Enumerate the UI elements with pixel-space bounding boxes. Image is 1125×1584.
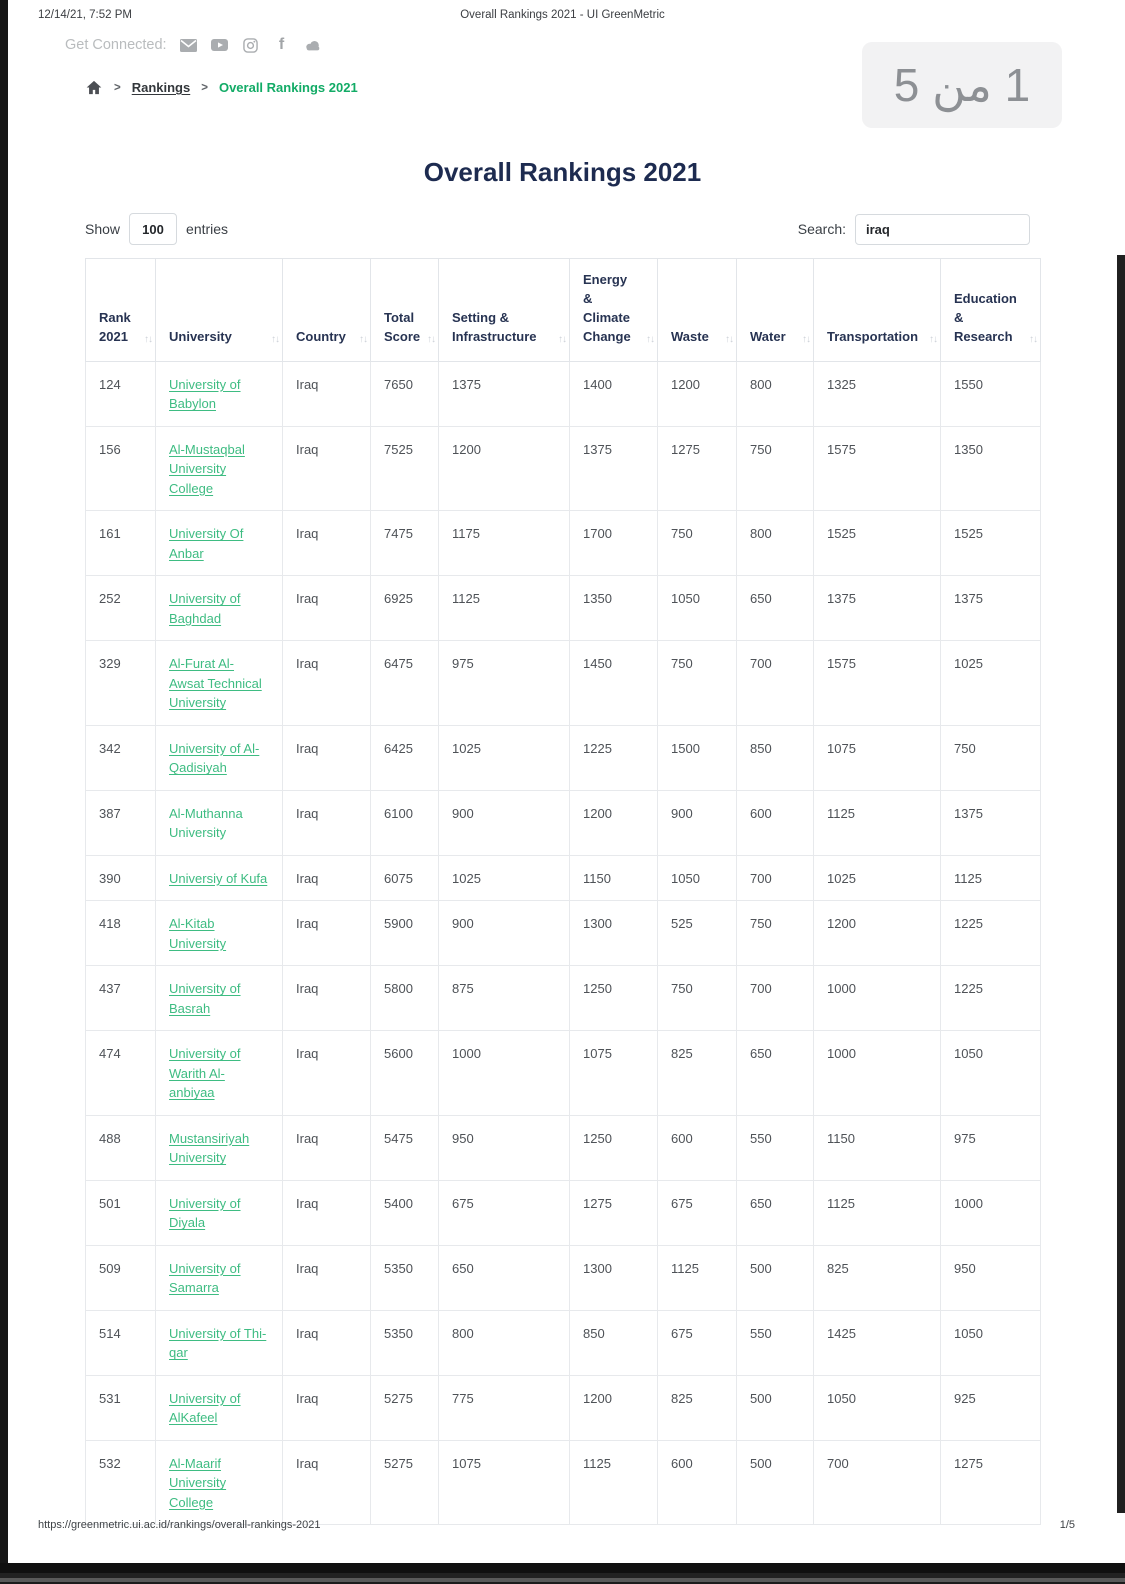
transportation-cell: 1575 xyxy=(814,641,941,726)
transportation-cell: 1150 xyxy=(814,1115,941,1180)
education-cell: 1050 xyxy=(941,1310,1041,1375)
column-header-label: University xyxy=(169,328,232,344)
setting-cell: 800 xyxy=(439,1310,570,1375)
waste-cell: 750 xyxy=(658,511,737,576)
sort-arrows-icon[interactable]: ↑↓ xyxy=(725,334,733,346)
search-control xyxy=(798,214,1030,245)
column-header-rank-2021[interactable] xyxy=(86,259,156,362)
table-row xyxy=(86,426,1041,511)
energy-cell: 1350 xyxy=(570,576,658,641)
university-cell xyxy=(156,426,283,511)
education-cell: 1225 xyxy=(941,901,1041,966)
transportation-cell: 1125 xyxy=(814,1180,941,1245)
sort-arrows-icon[interactable]: ↑↓ xyxy=(271,334,279,346)
transportation-cell: 1200 xyxy=(814,901,941,966)
education-cell: 1225 xyxy=(941,966,1041,1031)
transportation-cell: 1325 xyxy=(814,361,941,426)
sort-arrows-icon[interactable]: ↑↓ xyxy=(558,334,566,346)
show-label: Show xyxy=(85,221,121,237)
waste-cell: 900 xyxy=(658,790,737,855)
chevron-right-icon: > xyxy=(201,81,208,94)
education-cell: 1375 xyxy=(941,790,1041,855)
table-row xyxy=(86,1245,1041,1310)
water-cell: 850 xyxy=(737,725,814,790)
country-cell: Iraq xyxy=(283,1440,371,1525)
rank-cell: 501 xyxy=(86,1180,156,1245)
university-link[interactable]: University of Diyala xyxy=(169,1195,241,1231)
search-input[interactable] xyxy=(855,214,1030,245)
education-cell: 1025 xyxy=(941,641,1041,726)
rank-cell: 342 xyxy=(86,725,156,790)
rank-cell: 390 xyxy=(86,855,156,901)
setting-cell: 775 xyxy=(439,1375,570,1440)
entries-count-select[interactable]: 100 xyxy=(129,213,177,245)
waste-cell: 825 xyxy=(658,1031,737,1116)
university-link[interactable]: University of Thi-qar xyxy=(169,1325,267,1361)
country-cell: Iraq xyxy=(283,361,371,426)
setting-cell: 650 xyxy=(439,1245,570,1310)
energy-cell: 850 xyxy=(570,1310,658,1375)
transportation-cell: 1050 xyxy=(814,1375,941,1440)
cloud-icon[interactable] xyxy=(304,38,322,53)
total-cell: 5900 xyxy=(371,901,439,966)
education-cell: 1550 xyxy=(941,361,1041,426)
source-url: https://greenmetric.ui.ac.id/rankings/overall-rankings-2021 xyxy=(38,1519,321,1531)
university-link[interactable]: Al-Muthanna University xyxy=(169,805,243,841)
water-cell: 800 xyxy=(737,361,814,426)
show-entries-control xyxy=(85,213,228,245)
get-connected-label: Get Connected: xyxy=(65,37,167,53)
table-row xyxy=(86,790,1041,855)
education-cell: 925 xyxy=(941,1375,1041,1440)
country-cell: Iraq xyxy=(283,641,371,726)
column-header-university[interactable] xyxy=(156,259,283,362)
rank-cell: 387 xyxy=(86,790,156,855)
rank-cell: 124 xyxy=(86,361,156,426)
table-controls xyxy=(85,212,1030,246)
table-header-row xyxy=(86,259,1041,362)
table-row xyxy=(86,576,1041,641)
waste-cell: 1200 xyxy=(658,361,737,426)
setting-cell: 1025 xyxy=(439,725,570,790)
rank-cell: 161 xyxy=(86,511,156,576)
university-link[interactable]: University of AlKafeel xyxy=(169,1390,241,1426)
country-cell: Iraq xyxy=(283,426,371,511)
column-header-label: Rank 2021 xyxy=(99,309,131,344)
waste-cell: 675 xyxy=(658,1310,737,1375)
energy-cell: 1450 xyxy=(570,641,658,726)
total-cell: 7525 xyxy=(371,426,439,511)
transportation-cell: 825 xyxy=(814,1245,941,1310)
water-cell: 700 xyxy=(737,641,814,726)
sort-arrows-icon[interactable]: ↑↓ xyxy=(1029,334,1037,346)
country-cell: Iraq xyxy=(283,855,371,901)
total-cell: 5475 xyxy=(371,1115,439,1180)
column-header-setting-infrastructure[interactable] xyxy=(439,259,570,362)
energy-cell: 1200 xyxy=(570,790,658,855)
country-cell: Iraq xyxy=(283,1310,371,1375)
transportation-cell: 1125 xyxy=(814,790,941,855)
country-cell: Iraq xyxy=(283,790,371,855)
column-header-total-score[interactable] xyxy=(371,259,439,362)
setting-cell: 1075 xyxy=(439,1440,570,1525)
instagram-icon[interactable] xyxy=(242,38,260,53)
column-header-label: Total Score xyxy=(384,309,421,344)
transportation-cell: 700 xyxy=(814,1440,941,1525)
total-cell: 6425 xyxy=(371,725,439,790)
setting-cell: 950 xyxy=(439,1115,570,1180)
column-header-waste[interactable] xyxy=(658,259,737,362)
table-row xyxy=(86,1440,1041,1525)
rank-cell: 509 xyxy=(86,1245,156,1310)
waste-cell: 675 xyxy=(658,1180,737,1245)
rank-cell: 474 xyxy=(86,1031,156,1116)
country-cell: Iraq xyxy=(283,725,371,790)
university-cell xyxy=(156,1180,283,1245)
setting-cell: 1175 xyxy=(439,511,570,576)
waste-cell: 600 xyxy=(658,1440,737,1525)
setting-cell: 975 xyxy=(439,641,570,726)
waste-cell: 750 xyxy=(658,641,737,726)
total-cell: 7475 xyxy=(371,511,439,576)
waste-cell: 1050 xyxy=(658,855,737,901)
country-cell: Iraq xyxy=(283,901,371,966)
youtube-icon[interactable] xyxy=(211,38,229,53)
university-cell xyxy=(156,901,283,966)
rank-cell: 532 xyxy=(86,1440,156,1525)
education-cell: 1050 xyxy=(941,1031,1041,1116)
setting-cell: 1000 xyxy=(439,1031,570,1116)
sort-arrows-icon[interactable]: ↑↓ xyxy=(359,334,367,346)
rank-cell: 418 xyxy=(86,901,156,966)
sort-arrows-icon[interactable]: ↑↓ xyxy=(929,334,937,346)
column-header-energy-climate-change[interactable] xyxy=(570,259,658,362)
rank-cell: 437 xyxy=(86,966,156,1031)
university-link[interactable]: University of Babylon xyxy=(169,376,241,412)
facebook-icon[interactable]: f xyxy=(278,36,285,53)
scrollbar-thumb[interactable] xyxy=(1117,255,1125,1513)
country-cell: Iraq xyxy=(283,1180,371,1245)
education-cell: 1350 xyxy=(941,426,1041,511)
university-link[interactable]: Mustansiriyah University xyxy=(169,1130,250,1166)
page-indicator-badge xyxy=(862,42,1062,128)
water-cell: 500 xyxy=(737,1245,814,1310)
water-cell: 650 xyxy=(737,1180,814,1245)
sort-arrows-icon[interactable]: ↑↓ xyxy=(427,334,435,346)
country-cell: Iraq xyxy=(283,966,371,1031)
university-cell xyxy=(156,1440,283,1525)
country-cell: Iraq xyxy=(283,576,371,641)
energy-cell: 1300 xyxy=(570,1245,658,1310)
table-row xyxy=(86,511,1041,576)
waste-cell: 600 xyxy=(658,1115,737,1180)
university-cell xyxy=(156,1031,283,1116)
water-cell: 800 xyxy=(737,511,814,576)
table-row xyxy=(86,1375,1041,1440)
education-cell: 950 xyxy=(941,1245,1041,1310)
transportation-cell: 1575 xyxy=(814,426,941,511)
energy-cell: 1375 xyxy=(570,426,658,511)
rank-cell: 488 xyxy=(86,1115,156,1180)
water-cell: 750 xyxy=(737,901,814,966)
sort-arrows-icon[interactable]: ↑↓ xyxy=(802,334,810,346)
water-cell: 700 xyxy=(737,855,814,901)
university-cell xyxy=(156,790,283,855)
transportation-cell: 1025 xyxy=(814,855,941,901)
transportation-cell: 1075 xyxy=(814,725,941,790)
search-label: Search: xyxy=(797,221,846,237)
energy-cell: 1225 xyxy=(570,725,658,790)
column-header-label: Country xyxy=(296,328,346,344)
university-link[interactable]: University of Samarra xyxy=(169,1260,241,1296)
table-row xyxy=(86,966,1041,1031)
waste-cell: 825 xyxy=(658,1375,737,1440)
entries-label: entries xyxy=(186,221,229,237)
breadcrumb-rankings-link[interactable]: Rankings xyxy=(131,80,191,95)
column-header-label: Energy & Climate Change xyxy=(583,272,631,344)
column-header-country[interactable] xyxy=(283,259,371,362)
energy-cell: 1150 xyxy=(570,855,658,901)
total-cell: 5800 xyxy=(371,966,439,1031)
setting-cell: 1025 xyxy=(439,855,570,901)
total-cell: 6925 xyxy=(371,576,439,641)
university-cell xyxy=(156,1310,283,1375)
energy-cell: 1250 xyxy=(570,1115,658,1180)
column-header-label: Setting & Infrastructure xyxy=(452,309,537,344)
university-cell xyxy=(156,361,283,426)
sort-arrows-icon[interactable]: ↑↓ xyxy=(144,334,152,346)
university-cell xyxy=(156,641,283,726)
country-cell: Iraq xyxy=(283,1375,371,1440)
transportation-cell: 1425 xyxy=(814,1310,941,1375)
table-row xyxy=(86,855,1041,901)
waste-cell: 1050 xyxy=(658,576,737,641)
energy-cell: 1200 xyxy=(570,1375,658,1440)
university-cell xyxy=(156,1375,283,1440)
table-row xyxy=(86,361,1041,426)
document-title: Overall Rankings 2021 - UI GreenMetric xyxy=(460,9,665,21)
home-icon[interactable] xyxy=(85,80,103,95)
education-cell: 1275 xyxy=(941,1440,1041,1525)
waste-cell: 1500 xyxy=(658,725,737,790)
university-cell xyxy=(156,1115,283,1180)
page-number: 1/5 xyxy=(1059,1519,1075,1531)
energy-cell: 1075 xyxy=(570,1031,658,1116)
total-cell: 6100 xyxy=(371,790,439,855)
education-cell: 1125 xyxy=(941,855,1041,901)
university-link[interactable]: University of Baghdad xyxy=(169,591,241,626)
setting-cell: 1125 xyxy=(439,576,570,641)
table-row xyxy=(86,1031,1041,1116)
total-cell: 5600 xyxy=(371,1031,439,1116)
sort-arrows-icon[interactable]: ↑↓ xyxy=(646,334,654,346)
university-cell xyxy=(156,855,283,901)
university-link[interactable]: Al-Maarif University College xyxy=(169,1455,227,1510)
education-cell: 750 xyxy=(941,725,1041,790)
setting-cell: 1200 xyxy=(439,426,570,511)
university-link[interactable]: University of Warith Al-anbiyaa xyxy=(169,1046,241,1101)
page-indicator-text: 1 من 5 xyxy=(893,59,1031,111)
breadcrumb xyxy=(85,80,358,95)
table-body xyxy=(86,361,1041,1525)
water-cell: 500 xyxy=(737,1375,814,1440)
university-link[interactable]: Universiy of Kufa xyxy=(169,870,268,886)
university-link[interactable]: Al-Mustaqbal University College xyxy=(169,441,245,496)
print-header xyxy=(38,9,1087,25)
column-header-label: Transportation xyxy=(827,328,919,344)
transportation-cell: 1375 xyxy=(814,576,941,641)
university-cell xyxy=(156,725,283,790)
university-cell xyxy=(156,511,283,576)
university-cell xyxy=(156,1245,283,1310)
waste-cell: 750 xyxy=(658,966,737,1031)
rank-cell: 252 xyxy=(86,576,156,641)
university-link[interactable]: Al-Kitab University xyxy=(169,916,227,951)
transportation-cell: 1525 xyxy=(814,511,941,576)
breadcrumb-current-page: Overall Rankings 2021 xyxy=(218,80,358,95)
total-cell: 6475 xyxy=(371,641,439,726)
energy-cell: 1250 xyxy=(570,966,658,1031)
university-link[interactable]: University of Basrah xyxy=(169,981,241,1016)
column-header-transportation[interactable] xyxy=(814,259,941,362)
column-header-label: Water xyxy=(750,328,786,344)
country-cell: Iraq xyxy=(283,511,371,576)
energy-cell: 1400 xyxy=(570,361,658,426)
waste-cell: 1125 xyxy=(658,1245,737,1310)
water-cell: 600 xyxy=(737,790,814,855)
total-cell: 7650 xyxy=(371,361,439,426)
rankings-table xyxy=(85,258,1041,1525)
country-cell: Iraq xyxy=(283,1031,371,1116)
rank-cell: 156 xyxy=(86,426,156,511)
total-cell: 5400 xyxy=(371,1180,439,1245)
total-cell: 5350 xyxy=(371,1310,439,1375)
water-cell: 550 xyxy=(737,1310,814,1375)
table-row xyxy=(86,1180,1041,1245)
table-row xyxy=(86,725,1041,790)
university-link[interactable]: University of Al-Qadisiyah xyxy=(169,740,260,776)
total-cell: 5275 xyxy=(371,1440,439,1525)
setting-cell: 875 xyxy=(439,966,570,1031)
rank-cell: 514 xyxy=(86,1310,156,1375)
column-header-label: Waste xyxy=(671,328,709,344)
setting-cell: 675 xyxy=(439,1180,570,1245)
waste-cell: 1275 xyxy=(658,426,737,511)
university-cell xyxy=(156,576,283,641)
university-link[interactable]: University Of Anbar xyxy=(169,526,244,561)
total-cell: 5275 xyxy=(371,1375,439,1440)
water-cell: 500 xyxy=(737,1440,814,1525)
chevron-right-icon: > xyxy=(114,81,121,94)
rank-cell: 531 xyxy=(86,1375,156,1440)
total-cell: 5350 xyxy=(371,1245,439,1310)
water-cell: 700 xyxy=(737,966,814,1031)
page-title: Overall Rankings 2021 xyxy=(423,157,702,187)
setting-cell: 900 xyxy=(439,901,570,966)
transportation-cell: 1000 xyxy=(814,1031,941,1116)
table-row xyxy=(86,641,1041,726)
setting-cell: 900 xyxy=(439,790,570,855)
water-cell: 650 xyxy=(737,1031,814,1116)
rank-cell: 329 xyxy=(86,641,156,726)
column-header-education-research[interactable] xyxy=(941,259,1041,362)
transportation-cell: 1000 xyxy=(814,966,941,1031)
table-row xyxy=(86,1115,1041,1180)
total-cell: 6075 xyxy=(371,855,439,901)
university-cell xyxy=(156,966,283,1031)
water-cell: 750 xyxy=(737,426,814,511)
waste-cell: 525 xyxy=(658,901,737,966)
university-link[interactable]: Al-Furat Al-Awsat Technical University xyxy=(169,656,262,711)
energy-cell: 1700 xyxy=(570,511,658,576)
email-icon[interactable] xyxy=(180,38,198,53)
get-connected-bar xyxy=(65,37,322,53)
energy-cell: 1125 xyxy=(570,1440,658,1525)
education-cell: 975 xyxy=(941,1115,1041,1180)
viewer-left-edge xyxy=(0,0,8,1584)
energy-cell: 1300 xyxy=(570,901,658,966)
viewer-bottom-bar xyxy=(0,1563,1125,1573)
table-row xyxy=(86,901,1041,966)
column-header-label: Education & Research xyxy=(954,290,1017,344)
education-cell: 1375 xyxy=(941,576,1041,641)
country-cell: Iraq xyxy=(283,1245,371,1310)
education-cell: 1525 xyxy=(941,511,1041,576)
setting-cell: 1375 xyxy=(439,361,570,426)
print-datetime: 12/14/21, 7:52 PM xyxy=(38,9,132,21)
energy-cell: 1275 xyxy=(570,1180,658,1245)
education-cell: 1000 xyxy=(941,1180,1041,1245)
table-row xyxy=(86,1310,1041,1375)
country-cell: Iraq xyxy=(283,1115,371,1180)
water-cell: 650 xyxy=(737,576,814,641)
water-cell: 550 xyxy=(737,1115,814,1180)
column-header-water[interactable] xyxy=(737,259,814,362)
